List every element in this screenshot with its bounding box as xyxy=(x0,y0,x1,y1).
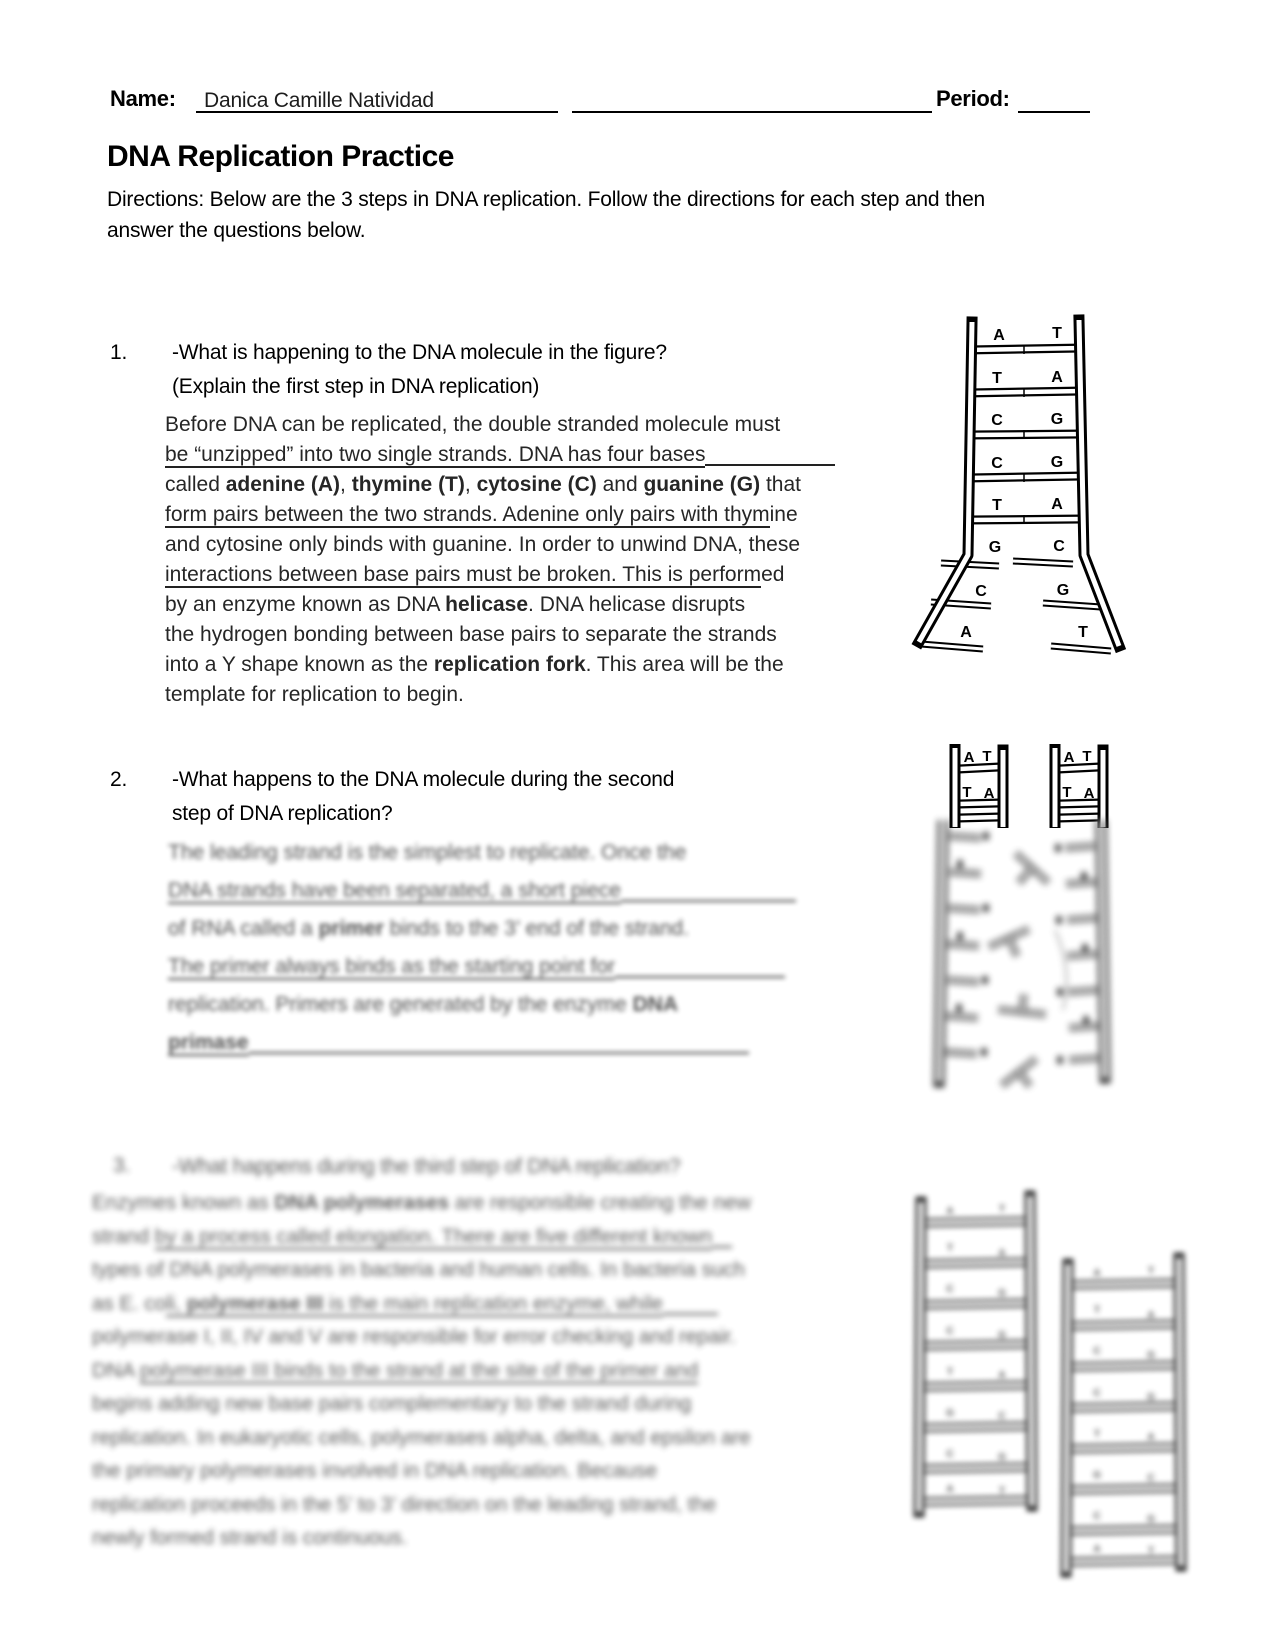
base-letter: C xyxy=(1053,538,1065,555)
base-letter: A xyxy=(993,327,1005,344)
base-letter: A xyxy=(1083,785,1095,802)
base-letter: G xyxy=(1147,1514,1155,1525)
left-strand-half-rungs xyxy=(945,836,981,1054)
base-letter: G xyxy=(1147,1350,1155,1361)
text-line xyxy=(92,1454,882,1488)
text-segment: . This area will be the xyxy=(585,653,784,676)
base-letter: A xyxy=(946,1484,954,1495)
q1-base-letters xyxy=(960,325,1088,641)
text-line xyxy=(92,1488,882,1522)
q1-rails xyxy=(919,320,1119,646)
text-segment: polymerase III binds to the strand at the site of the primer and xyxy=(139,1358,699,1382)
text-line xyxy=(92,1220,882,1254)
period-underline xyxy=(1018,111,1090,113)
directions-line: answer the questions below. xyxy=(107,219,366,242)
text-line xyxy=(92,1320,882,1354)
underline-extension xyxy=(615,953,785,978)
text-line xyxy=(92,1387,882,1421)
text-line xyxy=(165,650,895,680)
text-segment: the primary polymerases involved in DNA replication. Because xyxy=(92,1459,658,1482)
q3-figure-ladder-right xyxy=(1057,1248,1189,1580)
text-segment: are responsible creating the new xyxy=(449,1191,752,1214)
base-letters xyxy=(946,1204,1006,1497)
base-letter: G xyxy=(998,1330,1006,1341)
base-letter: C xyxy=(1147,1473,1155,1484)
base-letter: T xyxy=(1147,1266,1155,1277)
base-letter: A xyxy=(998,1248,1006,1259)
underline-extension xyxy=(621,877,796,902)
text-segment: DNA xyxy=(92,1358,140,1382)
text-segment: that xyxy=(760,473,802,496)
underline-extension xyxy=(663,1290,718,1314)
text-segment: cytosine (C) xyxy=(476,473,597,496)
text-line xyxy=(92,1253,882,1287)
text-line xyxy=(92,1521,882,1555)
base-letter: C xyxy=(991,412,1003,429)
text-segment: primase xyxy=(168,1031,249,1054)
base-letter: C xyxy=(1093,1511,1101,1522)
text-segment: begins adding new base pairs complementary to the strand during xyxy=(92,1392,692,1415)
text-line xyxy=(168,1024,808,1062)
base-letter: G xyxy=(946,1408,954,1419)
base-letter: C xyxy=(946,1326,954,1337)
q2-figure-blurred-strands xyxy=(927,820,1117,1095)
period-label: Period: xyxy=(936,86,1010,111)
base-letter: A xyxy=(1063,749,1075,766)
base-letter: A xyxy=(963,749,975,766)
base-letter: C xyxy=(946,1284,954,1295)
text-line xyxy=(165,620,895,650)
text-line xyxy=(165,680,895,710)
text-segment: , xyxy=(464,473,477,496)
text-line xyxy=(165,470,895,500)
text-segment: DNA xyxy=(632,993,679,1016)
text-segment: and xyxy=(596,473,644,496)
text-segment: replication proceeds in the 5’ to 3’ direction on the leading strand, the xyxy=(92,1492,717,1516)
text-segment: newly formed strand is continuous. xyxy=(92,1526,408,1549)
base-letter: T xyxy=(1052,325,1062,342)
base-letter: A xyxy=(1051,369,1063,386)
text-segment: by a process called elongation. There are five different known xyxy=(154,1224,713,1248)
text-segment: interactions between base pairs must be broken. This is perform xyxy=(165,563,762,586)
underline-extension xyxy=(705,441,835,466)
text-segment: of RNA called a xyxy=(168,917,319,940)
text-segment: ine xyxy=(769,503,798,526)
text-segment: li, xyxy=(166,1291,187,1315)
name-underline xyxy=(196,111,558,113)
text-segment: binds to the 3’ end of the strand. xyxy=(383,917,690,940)
q3-number: 3. xyxy=(113,1154,131,1177)
text-line xyxy=(92,1354,882,1388)
text-segment: primer xyxy=(318,917,384,940)
q3-figure-ladder-left xyxy=(910,1186,1040,1521)
text-segment: called xyxy=(165,473,226,496)
q1-question xyxy=(172,336,832,404)
text-segment: ed xyxy=(761,563,785,586)
text-segment: replication fork xyxy=(433,653,586,676)
text-line xyxy=(168,948,808,986)
text-line xyxy=(168,986,808,1024)
text-segment: adenine (A) xyxy=(225,473,341,496)
text-segment: is the main replication enzyme, while xyxy=(323,1291,663,1315)
text-segment: The primer always binds as the starting point for xyxy=(168,955,616,978)
base-letter: A xyxy=(1147,1432,1155,1443)
free-nucleotide xyxy=(998,992,1048,1015)
text-segment: , xyxy=(340,473,352,496)
base-letter: T xyxy=(962,784,972,801)
text-line xyxy=(165,560,895,590)
text-segment: by an enzyme known as DNA xyxy=(165,593,446,616)
text-segment: . DNA helicase disrupts xyxy=(528,593,746,616)
q3-section xyxy=(92,1150,882,1555)
text-segment: DNA strands have been separated, a short piece xyxy=(168,879,621,902)
rungs xyxy=(918,1221,1032,1502)
blank-underline xyxy=(572,111,932,113)
base-letter: C xyxy=(998,1411,1006,1422)
rungs xyxy=(1065,1283,1181,1562)
text-segment: as E. co xyxy=(92,1291,167,1315)
base-letter: A xyxy=(983,785,995,802)
q1-answer xyxy=(165,410,895,710)
base-letter: A xyxy=(960,624,972,641)
text-segment: be “unzipped” into two single strands. DNA has four bases xyxy=(165,443,706,466)
base-letter: T xyxy=(992,497,1002,514)
base-letter: G xyxy=(988,539,1002,556)
text-line xyxy=(165,410,895,440)
base-letter: T xyxy=(998,1204,1006,1215)
text-segment: polymerase I, II, IV and V are responsible for error checking and repair. xyxy=(92,1325,736,1348)
free-nucleotide xyxy=(989,929,1037,965)
text-line xyxy=(165,590,895,620)
text-segment: Before DNA can be replicated, the double stranded molecule must xyxy=(165,413,781,436)
base-letter: G xyxy=(1056,582,1070,599)
text-line xyxy=(168,834,808,872)
q1-number: 1. xyxy=(110,341,128,364)
base-letter: T xyxy=(992,370,1002,387)
base-letter: A xyxy=(1147,1310,1155,1321)
q2-figure-ladder-top-right xyxy=(1047,744,1111,828)
underline-extension xyxy=(712,1223,732,1247)
base-letter: T xyxy=(1062,784,1072,801)
q1-rungs xyxy=(967,348,1083,520)
q1-figure-replication-fork xyxy=(893,308,1127,658)
free-nucleotide xyxy=(1002,1058,1048,1095)
base-letter: G xyxy=(1050,411,1064,428)
q2-question-line: -What happens to the DNA molecule during the second xyxy=(172,768,675,791)
text-segment: and cytosine only binds with guanine. In order to unwind DNA, these xyxy=(165,533,801,556)
underline-extension xyxy=(249,1029,749,1054)
base-letter: T xyxy=(998,1486,1006,1497)
text-segment: thymine (T) xyxy=(351,473,465,496)
base-letter: G xyxy=(998,1452,1006,1463)
base-letter: A xyxy=(1093,1268,1101,1279)
text-segment: replication. In eukaryotic cells, polymerases alpha, delta, and epsilon are xyxy=(92,1425,751,1449)
base-letter: C xyxy=(946,1449,954,1460)
text-segment: polymerase III xyxy=(186,1291,324,1315)
q2-question-line: step of DNA replication? xyxy=(172,802,393,825)
text-segment: form pairs between the two strands. Adenine only pairs with thym xyxy=(165,503,770,526)
base-letter: T xyxy=(1093,1429,1101,1440)
text-segment: replication. Primers are generated by the enzyme xyxy=(168,993,633,1016)
text-segment: the hydrogen bonding between base pairs to separate the strands xyxy=(165,623,777,646)
text-segment: strand xyxy=(92,1224,155,1248)
text-line xyxy=(165,530,895,560)
base-letter: T xyxy=(946,1243,954,1254)
name-value: Danica Camille Natividad xyxy=(204,89,434,112)
q1-question-line: -What is happening to the DNA molecule in the figure? xyxy=(172,341,667,364)
text-segment: types of DNA polymerases in bacteria and human cells. In bacteria such xyxy=(92,1258,745,1281)
base-letter: G xyxy=(998,1288,1006,1299)
base-letter: G xyxy=(1050,454,1064,471)
text-line xyxy=(92,1421,882,1455)
text-segment: The leading strand is the simplest to replicate. Once the xyxy=(168,841,687,864)
base-letter: T xyxy=(1147,1546,1155,1557)
base-letter: A xyxy=(1093,1544,1101,1555)
text-line xyxy=(168,872,808,910)
directions xyxy=(107,184,1197,246)
text-segment: guanine (G) xyxy=(643,473,761,496)
q2-number: 2. xyxy=(110,768,128,791)
base-letter: G xyxy=(1147,1392,1155,1403)
text-segment: into a Y shape known as the xyxy=(165,653,434,676)
text-line xyxy=(168,910,808,948)
directions-line: Directions: Below are the 3 steps in DNA replication. Follow the directions for each step and then xyxy=(107,188,986,211)
q2-figure-ladder-top-left xyxy=(947,744,1011,828)
text-segment: Enzymes known as xyxy=(92,1191,275,1214)
page-title: DNA Replication Practice xyxy=(107,140,454,173)
q3-answer xyxy=(92,1186,882,1555)
text-line xyxy=(92,1287,882,1321)
base-letter: A xyxy=(1051,496,1063,513)
base-letter: T xyxy=(946,1367,954,1378)
text-line xyxy=(165,440,895,470)
base-letter: C xyxy=(1093,1346,1101,1357)
base-letter: T xyxy=(982,748,992,765)
base-letter: T xyxy=(1082,748,1092,765)
q1-question-line: (Explain the first step in DNA replication) xyxy=(172,375,540,398)
text-line xyxy=(92,1186,882,1220)
free-nucleotide xyxy=(1002,853,1048,897)
base-letter: C xyxy=(991,455,1003,472)
base-letter: C xyxy=(975,583,987,600)
base-letter: T xyxy=(1093,1305,1101,1316)
text-line xyxy=(165,500,895,530)
base-letter: T xyxy=(1078,624,1088,641)
q3-question: -What happens during the third step of DNA replication? xyxy=(172,1155,681,1178)
text-segment: DNA polymerases xyxy=(274,1191,450,1214)
base-letter: A xyxy=(946,1206,954,1217)
text-segment: helicase xyxy=(445,593,529,616)
text-segment: template for replication to begin. xyxy=(165,683,464,706)
base-letter: A xyxy=(998,1370,1006,1381)
connector-line xyxy=(1055,930,1067,1010)
name-label: Name: xyxy=(110,86,176,111)
base-letter: C xyxy=(1093,1388,1101,1399)
q2-answer xyxy=(168,834,808,1062)
base-letter: G xyxy=(1093,1470,1101,1481)
q2-question xyxy=(172,763,832,831)
